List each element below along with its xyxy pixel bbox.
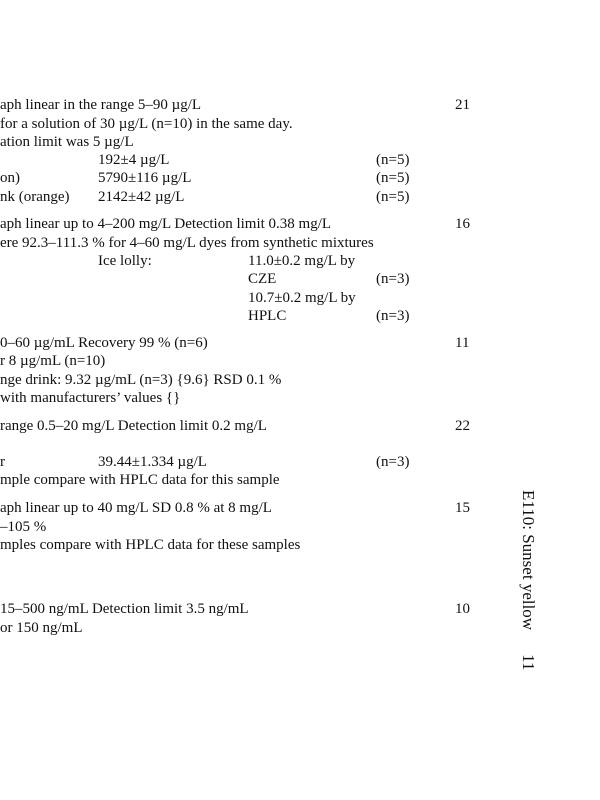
- table-row-value: 5790±116 µg/L: [98, 170, 192, 186]
- table-row-n: (n=5): [376, 189, 410, 205]
- table-row-n: (n=5): [376, 152, 410, 168]
- text-line: –105 %: [0, 519, 47, 535]
- sample-label: Ice lolly:: [98, 253, 152, 269]
- reference-number: 22: [455, 418, 470, 434]
- page-number: 11: [519, 654, 538, 671]
- result-n: (n=3): [376, 308, 410, 324]
- reference-number: 15: [455, 500, 470, 516]
- table-row-n: (n=3): [376, 454, 410, 470]
- text-line: aph linear up to 4–200 mg/L Detection limit 0.38 mg/L: [0, 216, 332, 232]
- text-line: nge drink: 9.32 µg/mL (n=3) {9.6} RSD 0.1 %: [0, 372, 282, 388]
- text-line: mple compare with HPLC data for this sample: [0, 472, 280, 488]
- text-line: aph linear up to 40 mg/L SD 0.8 % at 8 mg/L: [0, 500, 272, 516]
- text-line: ation limit was 5 µg/L: [0, 134, 134, 150]
- text-line: r 8 µg/mL (n=10): [0, 353, 106, 369]
- text-line: for a solution of 30 µg/L (n=10) in the same day.: [0, 116, 293, 132]
- result-method: HPLC: [248, 308, 287, 324]
- text-line: 15–500 ng/mL Detection limit 3.5 ng/mL: [0, 601, 249, 617]
- running-header: [519, 490, 537, 670]
- text-line: ere 92.3–111.3 % for 4–60 mg/L dyes from synthetic mixtures: [0, 235, 374, 251]
- table-row-label: on): [0, 170, 20, 186]
- text-line: with manufacturers’ values {}: [0, 390, 181, 406]
- text-line: 0–60 µg/mL Recovery 99 % (n=6): [0, 335, 208, 351]
- running-header-title: E110: Sunset yellow: [519, 490, 538, 631]
- reference-number: 11: [455, 335, 470, 351]
- text-line: aph linear in the range 5–90 µg/L: [0, 97, 202, 113]
- table-row-label: nk (orange): [0, 189, 70, 205]
- reference-number: 16: [455, 216, 470, 232]
- table-row-label: r: [0, 454, 5, 470]
- reference-number: 21: [455, 97, 470, 113]
- text-line: range 0.5–20 mg/L Detection limit 0.2 mg/L: [0, 418, 267, 434]
- table-row-n: (n=5): [376, 170, 410, 186]
- text-line: or 150 ng/mL: [0, 620, 83, 636]
- result-value: 10.7±0.2 mg/L by: [248, 290, 356, 306]
- result-n: (n=3): [376, 271, 410, 287]
- reference-number: 10: [455, 601, 470, 617]
- result-method: CZE: [248, 271, 277, 287]
- table-row-value: 192±4 µg/L: [98, 152, 170, 168]
- table-row-value: 2142±42 µg/L: [98, 189, 185, 205]
- result-value: 11.0±0.2 mg/L by: [248, 253, 356, 269]
- table-row-value: 39.44±1.334 µg/L: [98, 454, 207, 470]
- text-line: mples compare with HPLC data for these samples: [0, 537, 301, 553]
